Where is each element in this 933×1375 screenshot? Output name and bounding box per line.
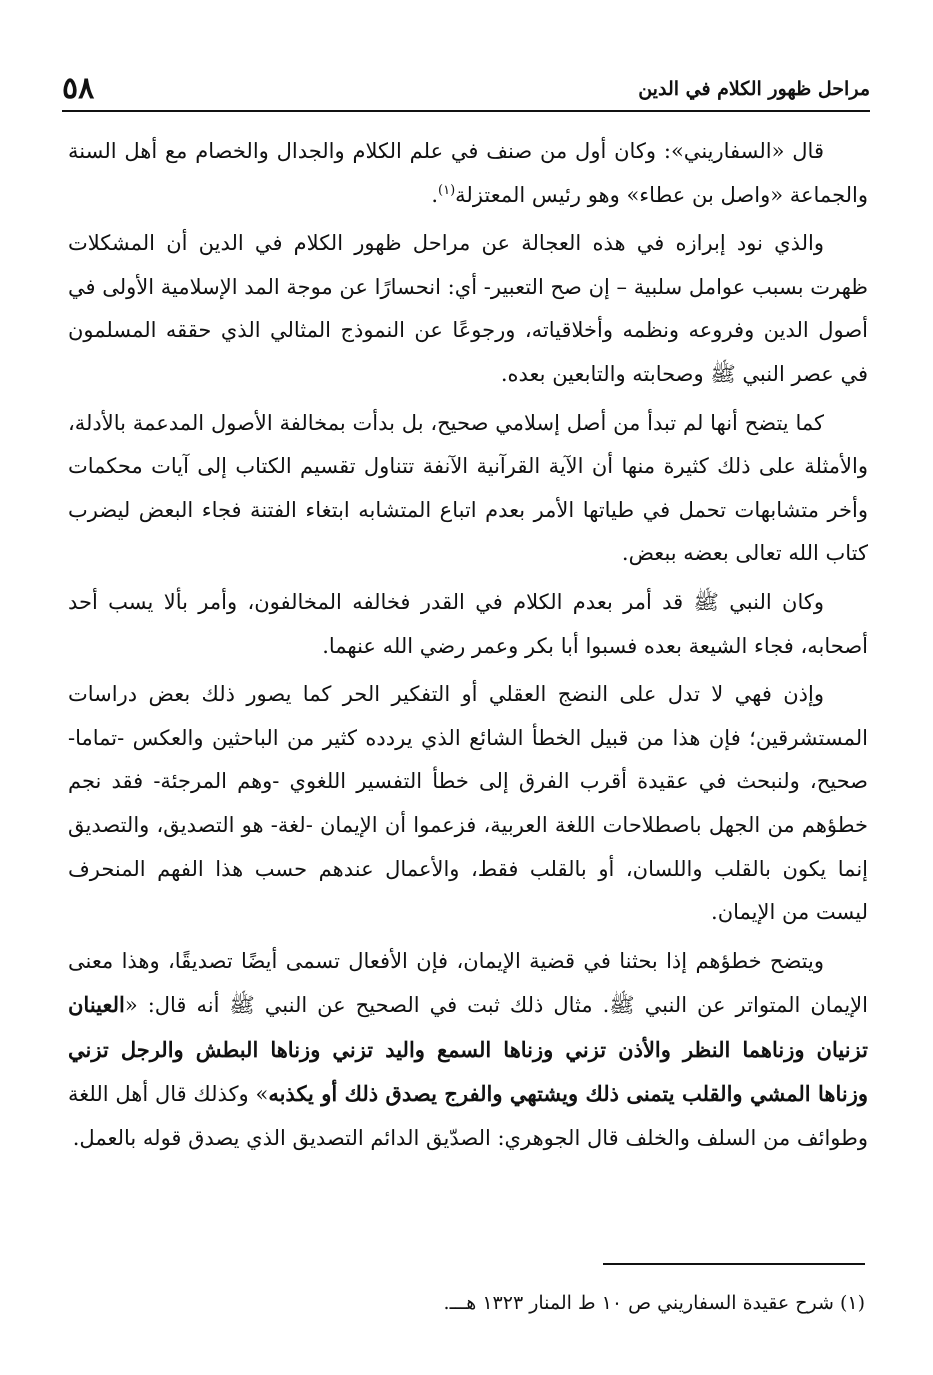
paragraph-text: وكان النبي ﷺ قد أمر بعدم الكلام في القدر فخالفه المخالفون، وأمر بألا يسب أحد أصحابه، فجاء الشيعة بعده فسبوا أبا بكر وعمر رضي الله عنهما. [68,589,868,658]
paragraph-text: كما يتضح أنها لم تبدأ من أصل إسلامي صحيح، بل بدأت بمخالفة الأصول المدعمة بالأدلة، والأمثلة على ذلك كثيرة منها أن الآية القرآنية الآنفة تتناول تقسيم الكتاب إلى آيات محكمات وأخر متشابهات تحمل في طياتها الأمر بعدم اتباع المتشابه ابتغاء الفتنة فجاء البعض ليضرب كتاب الله تعالى بعضه ببعض. [68,410,868,566]
paragraph-4 [68,581,868,668]
paragraph-1 [68,130,868,217]
running-header-title: مراحل ظهور الكلام في الدين [638,78,870,100]
paragraph-text: قال «السفاريني»: وكان أول من صنف في علم الكلام والجدال والخصام مع أهل السنة والجماعة «واصل بن عطاء» وهو رئيس المعتزلة [68,139,868,207]
paragraph-text: ويتضح خطؤهم إذا بحثنا في قضية الإيمان، فإن الأفعال تسمى أيضًا تصديقًا، وهذا معنى الإيمان المتواتر عن النبي ﷺ. مثال ذلك ثبت في الصحيح عن النبي ﷺ أنه قال: « [68,948,868,1018]
paragraph-3 [68,402,868,576]
footnote-divider [603,1263,865,1265]
body-text [68,130,868,1166]
hadith-quote: العينان تزنيان وزناهما النظر والأذن تزني وزناها السمع واليد تزني وزناها البطش والرجل تزني وزناها المشي والقلب يتمنى ذلك ويشتهي والفرج يصدق ذلك أو يكذبه [68,992,868,1107]
paragraph-tail: . [431,182,439,207]
paragraph-text: وإذن فهي لا تدل على النضج العقلي أو التفكير الحر كما يصور ذلك بعض دراسات المستشرقين؛ فإن هذا من قبيل الخطأ الشائع الذي يردده كثير من الباحثين والعكس -تماما- صحيح، ولنبحث في عقيدة أقرب الفرق إلى خطأ التفسير اللغوي -وهم المرجئة- فقد نجم خطؤهم من الجهل باصطلاحات اللغة العربية، فزعموا أن الإيمان -لغة- هو التصديق، والتصديق إنما يكون بالقلب واللسان، أو بالقلب فقط، والأعمال عندهم حسب هذا الفهم المنحرف ليست من الإيمان. [68,682,868,925]
paragraph-text: والذي نود إبرازه في هذه العجالة عن مراحل ظهور الكلام في الدين أن المشكلات ظهرت بسبب عوامل سلبية – إن صح التعبير- أي: انحسارًا عن موجة المد الإسلامية الأولى في أصول الدين وفروعه ونظمه وأخلاقياته، ورجوعًا عن النموذج المثالي الذي حققه المسلمون في عصر النبي ﷺ وصحابته والتابعين بعده. [68,231,868,386]
paragraph-tail: » وكذلك قال أهل اللغة وطوائف من السلف والخلف قال الجوهري: الصدّيق الدائم التصديق الذي يصدق قوله بالعمل. [68,1082,868,1151]
footnote-reference: (١) [438,182,456,198]
running-header [62,71,870,110]
paragraph-5 [68,673,868,935]
footnote: (١) شرح عقيدة السفاريني ص ١٠ ط المنار ١٣٢٣ هـــ. [443,1292,865,1314]
paragraph-6 [68,940,868,1161]
paragraph-2 [68,222,868,396]
page-number: ٥٨ [62,71,95,106]
header-divider [62,110,870,112]
